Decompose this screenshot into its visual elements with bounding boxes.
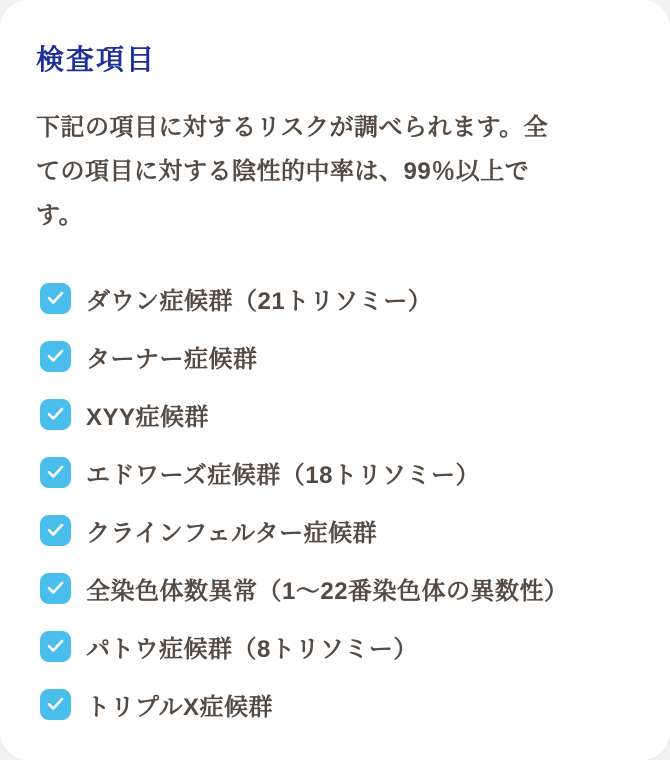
check-mark-icon <box>47 349 64 363</box>
check-item-label: 全染色体数異常（1〜22番染色体の異数性） <box>86 577 569 605</box>
checkbox[interactable] <box>40 573 71 604</box>
check-mark-icon <box>47 697 64 711</box>
check-item-label: トリプルX症候群 <box>86 693 274 721</box>
check-mark-icon <box>47 581 64 595</box>
check-mark-icon <box>47 291 64 305</box>
list-item <box>40 282 634 314</box>
check-mark-icon <box>47 639 64 653</box>
check-item-label: クラインフェルター症候群 <box>86 519 378 547</box>
list-item <box>40 456 634 488</box>
check-item-label: エドワーズ症候群（18トリソミー） <box>86 461 480 489</box>
check-item-label: パトウ症候群（8トリソミー） <box>86 635 418 663</box>
checklist <box>36 282 634 720</box>
list-item <box>40 398 634 430</box>
checkbox[interactable] <box>40 631 71 662</box>
check-item-label: XYY症候群 <box>86 403 210 431</box>
list-item <box>40 340 634 372</box>
description-text: 下記の項目に対するリスクが調べられます。全ての項目に対する陰性的中率は、99％以上です。 <box>36 114 549 229</box>
check-mark-icon <box>47 523 64 537</box>
check-mark-icon <box>47 407 64 421</box>
list-item <box>40 630 634 662</box>
list-item <box>40 688 634 720</box>
checkbox[interactable] <box>40 399 71 430</box>
check-item-label: ダウン症候群（21トリソミー） <box>86 287 433 315</box>
check-item-label: ターナー症候群 <box>86 345 258 373</box>
list-item <box>40 514 634 546</box>
check-mark-icon <box>47 465 64 479</box>
checkbox[interactable] <box>40 457 71 488</box>
checkbox[interactable] <box>40 689 71 720</box>
page-title: 検査項目 <box>36 44 157 75</box>
checkbox[interactable] <box>40 515 71 546</box>
checkbox[interactable] <box>40 341 71 372</box>
list-item <box>40 572 634 604</box>
checkbox[interactable] <box>40 283 71 314</box>
